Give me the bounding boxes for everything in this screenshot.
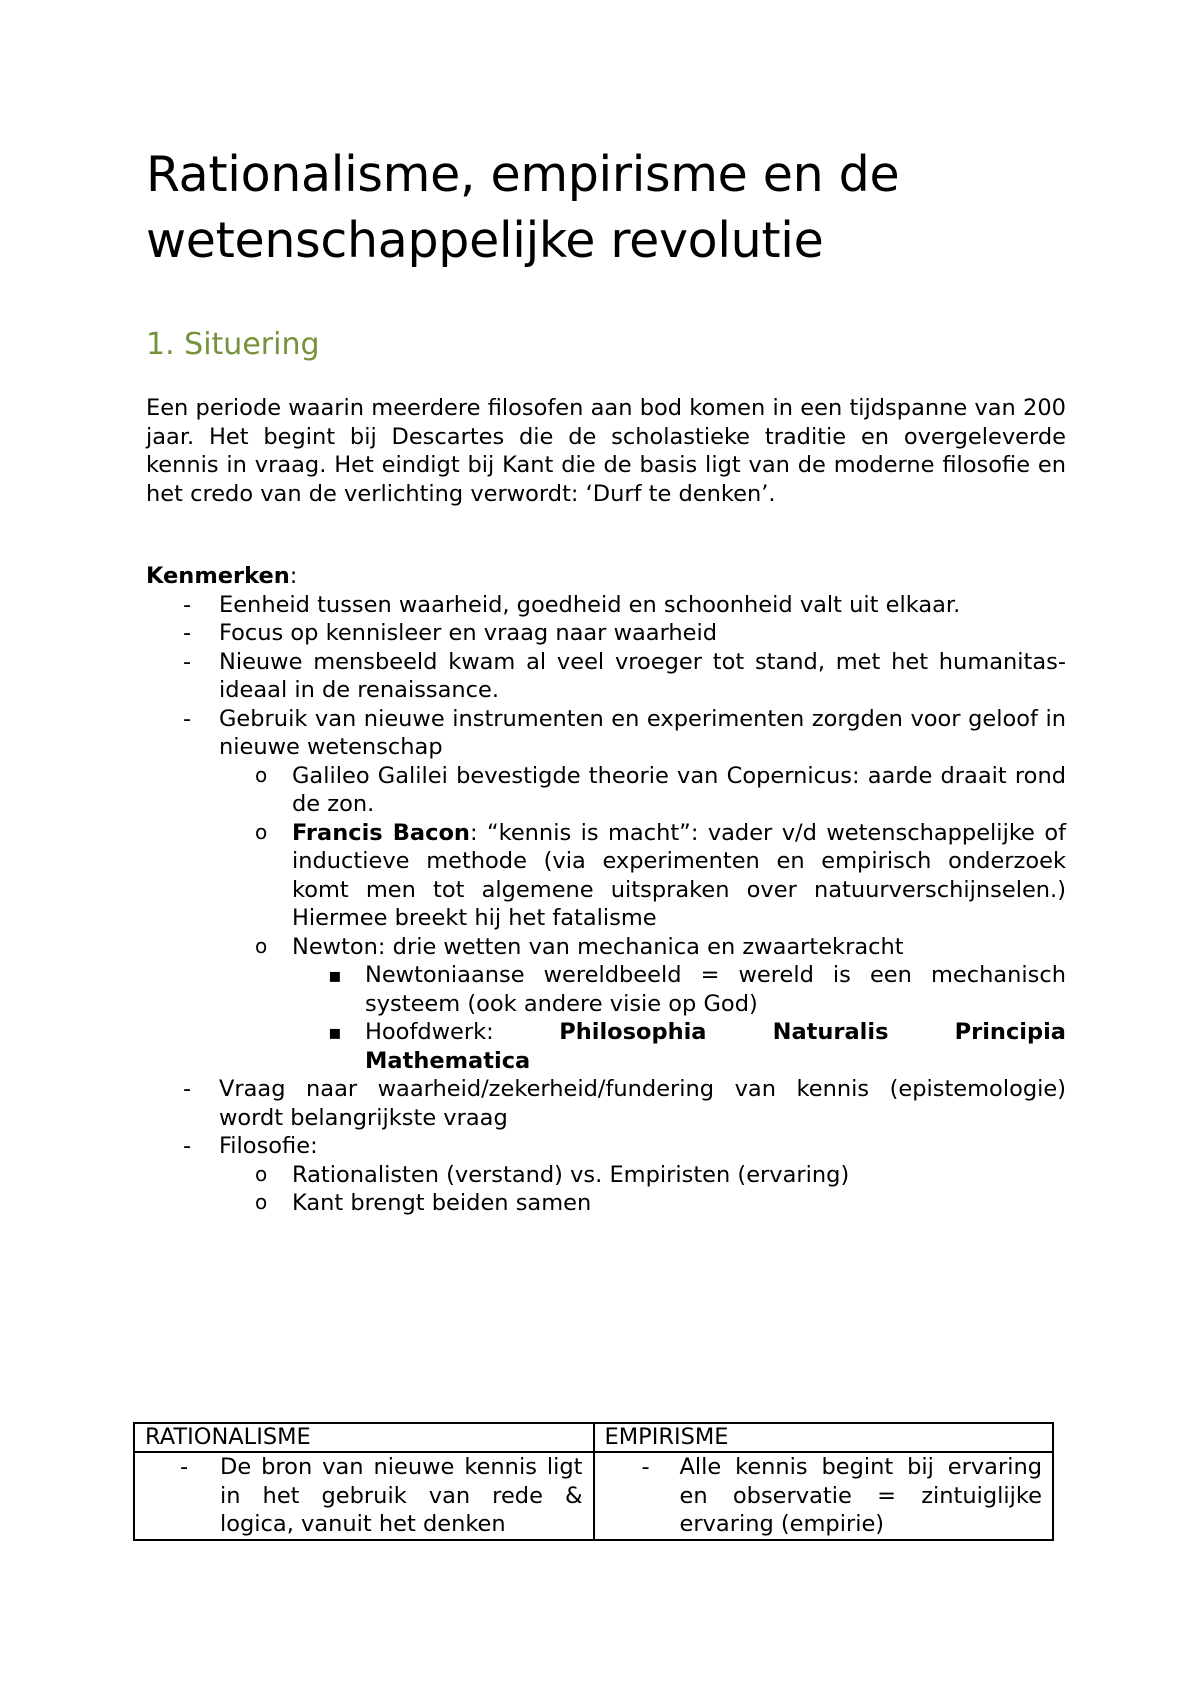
hoofdwerk-title: Philosophia Naturalis Principia	[559, 1019, 1066, 1045]
list-item: - Gebruik van nieuwe instrumenten en experimenten zorgden voor geloof in nieuwe wetenschap o Galileo Galilei bevestigde theorie van Copernicus: aarde draait rond de zon. o Francis Bacon: “kennis is macht”: vader v/d wetenschappelijke of inductieve methode (via experimenten en empirisch onderzoek komt men tot algemene uitspraken over natuurverschijnselen.) Hiermee breekt hij het fatalisme o Newton: drie wetten van mechanica en zwaartekracht ▪ Newtoniaanse wereldbeeld = wereld is een mechanisch systeem (ook andere visie op God) ▪ Hoofdwerk: Philosophia Naturalis Principia Mathematica	[146, 705, 1066, 1076]
bacon-name: Francis Bacon	[292, 819, 470, 846]
cell-empirisme	[594, 1452, 1054, 1540]
sublist-newton	[292, 961, 1066, 1075]
document-title: Rationalisme, empirisme en de wetenschappelijke revolutie	[146, 146, 900, 269]
comparison-table	[133, 1422, 1054, 1541]
list-item: o Kant brengt beiden samen	[219, 1189, 1066, 1218]
list-item-wereldbeeld: ▪ Newtoniaanse wereldbeeld = wereld is een mechanisch systeem (ook andere visie op God)	[292, 961, 1066, 1018]
header-rationalisme: RATIONALISME	[134, 1423, 594, 1452]
table-header-row	[134, 1423, 1053, 1452]
list-item-hoofdwerk: ▪ Hoofdwerk: Philosophia Naturalis Principia Mathematica	[292, 1018, 1066, 1075]
list-item: - De bron van nieuwe kennis ligt in het gebruik van rede & logica, vanuit het denken	[145, 1453, 583, 1539]
table-row	[134, 1452, 1053, 1540]
kenmerken-label: Kenmerken:	[146, 563, 298, 589]
list-item-newton: o Newton: drie wetten van mechanica en zwaartekracht ▪ Newtoniaanse wereldbeeld = wereld is een mechanisch systeem (ook andere visie op God) ▪ Hoofdwerk: Philosophia Naturalis Principia Mathematica	[219, 933, 1066, 1076]
list-item: - Vraag naar waarheid/zekerheid/fundering van kennis (epistemologie) wordt belangrijkste vraag	[146, 1075, 1066, 1132]
list-item: - Nieuwe mensbeeld kwam al veel vroeger tot stand, met het humanitas-ideaal in de renaissance.	[146, 648, 1066, 705]
list-item: o Rationalisten (verstand) vs. Empiristen (ervaring)	[219, 1161, 1066, 1190]
list-item-galileo: o Galileo Galilei bevestigde theorie van Copernicus: aarde draait rond de zon.	[219, 762, 1066, 819]
list-item: - Eenheid tussen waarheid, goedheid en schoonheid valt uit elkaar.	[146, 591, 1066, 620]
list-item: - Filosofie: o Rationalisten (verstand) vs. Empiristen (ervaring) o Kant brengt beiden samen	[146, 1132, 1066, 1218]
list-item: - Alle kennis begint bij ervaring en observatie = zintuiglijke ervaring (empirie)	[605, 1453, 1043, 1539]
sublist-filosofie	[219, 1161, 1066, 1218]
kenmerken-list	[146, 591, 1066, 1218]
section-heading: 1. Situering	[146, 327, 320, 362]
list-item-bacon: o Francis Bacon: “kennis is macht”: vader v/d wetenschappelijke of inductieve methode (via experimenten en empirisch onderzoek komt men tot algemene uitspraken over natuurverschijnselen.) Hiermee breekt hij het fatalisme	[219, 819, 1066, 933]
header-empirisme: EMPIRISME	[594, 1423, 1054, 1452]
kenmerken-section	[146, 562, 1066, 1218]
sublist-experimenten	[219, 762, 1066, 1076]
cell-rationalisme	[134, 1452, 594, 1540]
intro-paragraph: Een periode waarin meerdere filosofen aan bod komen in een tijdspanne van 200 jaar. Het begint bij Descartes die de scholastieke traditie en overgeleverde kennis in vraag. Het eindigt bij Kant die de basis ligt van de moderne filosofie en het credo van de verlichting verwordt: ‘Durf te denken’.	[146, 395, 1066, 507]
list-item: - Focus op kennisleer en vraag naar waarheid	[146, 619, 1066, 648]
